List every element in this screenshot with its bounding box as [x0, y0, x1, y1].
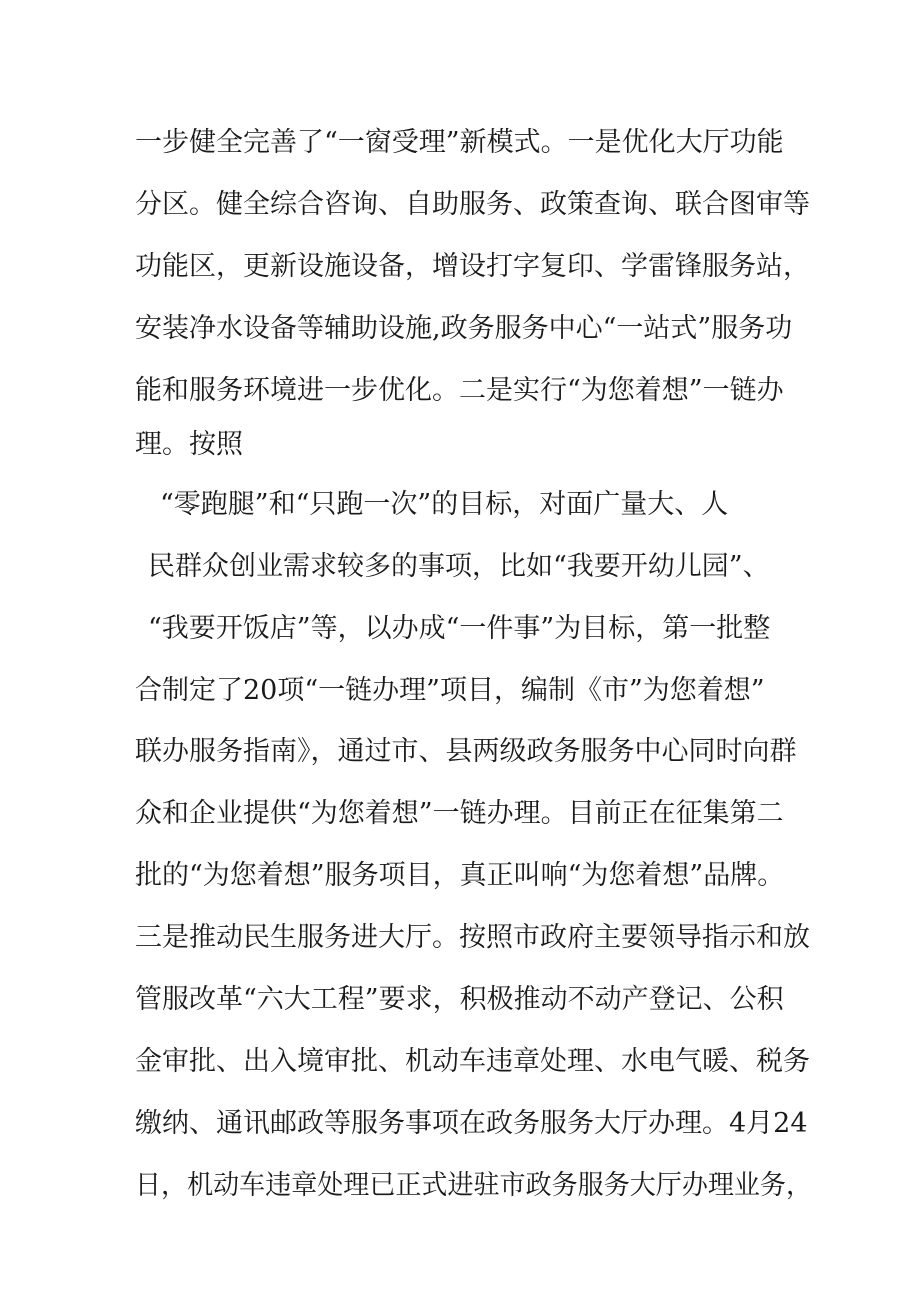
- text-line: 日，机动车违章处理已正式进驻市政务服务大厅办理业务，: [135, 1170, 813, 1201]
- text-line: 金审批、出入境审批、机动车违章处理、水电气暖、税务: [135, 1046, 810, 1077]
- text-line: 管服改革“六大工程”要求，积极推动不动产登记、公积: [135, 984, 784, 1015]
- text-line: 分区。健全综合咨询、自助服务、政策查询、联合图审等: [135, 189, 810, 220]
- text-line: 功能区，更新设施设备，增设打字复印、学雷锋服务站，: [135, 251, 810, 282]
- text-line: 批的“为您着想”服务项目，真正叫响“为您着想”品牌。: [135, 860, 785, 891]
- text-line: 三是推动民生服务进大厅。按照市政府主要领导指示和放: [135, 922, 810, 953]
- text-line: 能和服务环境进一步优化。二是实行“为您着想”一链办: [135, 375, 784, 406]
- text-line: 合制定了20项“一链办理”项目，编制《市”为您着想”: [135, 675, 765, 706]
- text-line: 一步健全完善了“一窗受理”新模式。一是优化大厅功能: [135, 127, 784, 158]
- text-line: 缴纳、通讯邮政等服务事项在政务服务大厅办理。4月24: [135, 1108, 808, 1139]
- text-line: 民群众创业需求较多的事项，比如“我要开幼儿园”、: [148, 551, 770, 582]
- text-line: 理。按照: [135, 429, 243, 460]
- text-line: 安装净水设备等辅助设施,政务服务中心“一站式”服务功: [135, 313, 793, 344]
- text-line: “我要开饭店”等，以办成“一件事”为目标，第一批整: [148, 613, 771, 644]
- text-line: 众和企业提供“为您着想”一链办理。目前正在征集第二: [135, 798, 784, 829]
- text-line: “零跑腿”和“只跑一次”的目标，对面广量大、人: [160, 489, 729, 520]
- text-line: 联办服务指南》，通过市、县两级政务服务中心同时向群: [135, 736, 797, 767]
